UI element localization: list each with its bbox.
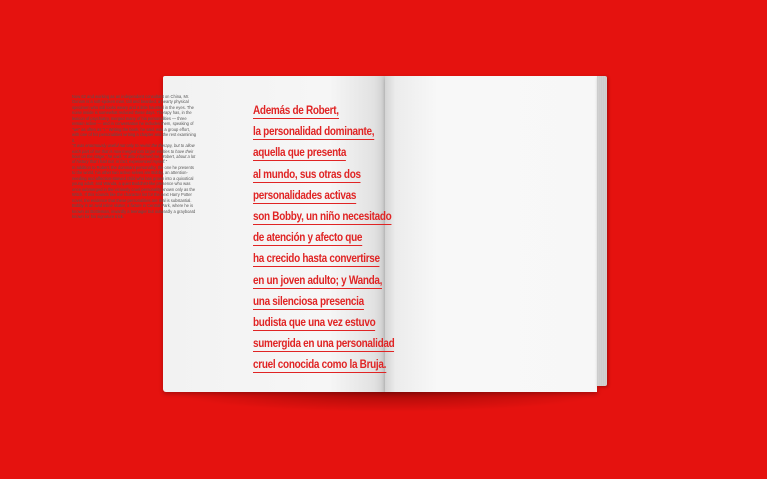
pull-quote-line: son Bobby, un niño necesitado <box>253 210 392 224</box>
pull-quote-line: en un joven adulto; y Wanda, <box>253 273 383 287</box>
pull-quote-line: budista que una vez estuvo <box>253 316 376 330</box>
pull-quote-line: al mundo, sus otras dos <box>253 167 361 181</box>
pull-quote-line: aquella que presenta <box>253 146 347 160</box>
pull-quote-line: de atención y afecto que <box>253 231 363 245</box>
body-paragraph-3: In addition to Robert, the dominant personality, the one he presents to the world, his other two active selves are Bobby, an attention-needing and affection-starved child who has grown into a quixotical young adult; and Wanda, a quiet Buddhist-like presence who was once submerged in the viciously cruel personality known only as the Witch. If this sounds like the character list for the next Harry Potter novel, the evidence that these personalities are real is substantial. Bobby is an avid inline skater, a fixture in Central Park, where he is known as Bottleman, inwardly a teenager but outwardly a grayboard known for his signature trick. <box>72 164 196 219</box>
pull-quote-line: personalidades activas <box>253 188 357 202</box>
body-paragraph-2: "It was enormously useful not only to revisit the therapy, but to allow each part of me that is now merged into larger entities to have their hour on the stage," he said. "It also informed me, Robert, about a lot of history that I had not, in fact, experienced myself." <box>72 143 196 165</box>
body-paragraph-1: Now 62 and working as an independent consultant on China, Mr. Oxnam is a soft-spoken man, tall and bearded, a hearty physical specimen who still looks weary and a little haunted in the eyes. The noise inside is somewhat reduced these days. Therapy has, in the lexicon of psychiatry, merged many of his personalities — three remain active — and in conversation he includes them, speaking of "we" as often as "I." Writing the book, he said, was a group effort, with one of his personalities writing a chapter and the rest examining it. <box>72 94 197 143</box>
pull-quote <box>253 100 433 376</box>
pull-quote-line: Además de Robert, <box>253 104 339 117</box>
body-text-column <box>72 94 197 219</box>
pull-quote-line: cruel conocida como la Bruja. <box>253 358 387 372</box>
pull-quote-line: sumergida en una personalidad <box>253 337 395 351</box>
pull-quote-line: ha crecido hasta convertirse <box>253 252 380 266</box>
pull-quote-line: la personalidad dominante, <box>253 125 375 139</box>
pull-quote-line: una silenciosa presencia <box>253 294 364 308</box>
page-edges <box>597 76 607 386</box>
